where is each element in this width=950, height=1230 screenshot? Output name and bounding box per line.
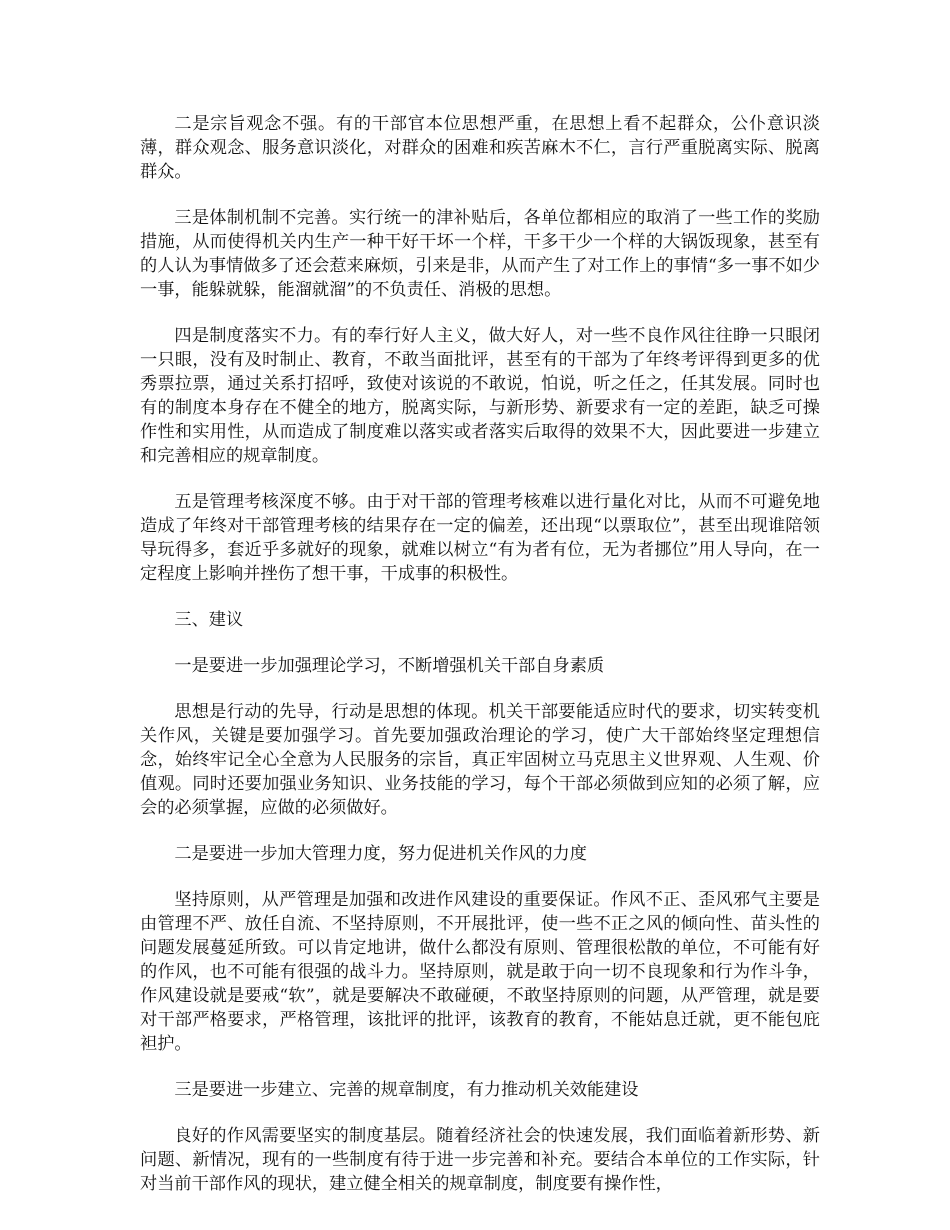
paragraph-theory-study: 思想是行动的先导，行动是思想的体现。机关干部要能适应时代的要求，切实转变机关作风，关键是要加强学习。首先要加强政治理论的学习，使广大干部始终坚定理想信念，始终牢记全心全意为人民服务的宗旨，真正牢固树立马克思主义世界观、人生观、价值观。同时还要加强业务知识、业务技能的学习，每个干部必须做到应知的必须了解，应会的必须掌握，应做的必须做好。 <box>140 702 820 818</box>
subheading-rules-regulations: 三是要进一步建立、完善的规章制度，有力推动机关效能建设 <box>174 1080 639 1100</box>
paragraph-system-mechanism: 三是体制机制不完善。实行统一的津补贴后，各单位都相应的取消了一些工作的奖励措施，从而使得机关内生产一种干好干坏一个样，干多干少一个样的大锅饭现象，甚至有的人认为事情做多了还会惹来麻烦，引来是非，从而产生了对工作上的事情“多一事不如少一事，能躲就躲，能溜就溜”的不负责任、消极的思想。 <box>140 208 820 300</box>
paragraph-purpose-concept: 二是宗旨观念不强。有的干部官本位思想严重，在思想上看不起群众，公仆意识淡薄，群众观念、服务意识淡化，对群众的困难和疾苦麻木不仁，言行严重脱离实际、脱离群众。 <box>140 114 820 182</box>
paragraph-management-strength: 坚持原则，从严管理是加强和改进作风建设的重要保证。作风不正、歪风邪气主要是由管理不严、放任自流、不坚持原则，不开展批评，使一些不正之风的倾向性、苗头性的问题发展蔓延所致。可以肯定地讲，做什么都没有原则、管理很松散的单位，不可能有好的作风，也不可能有很强的战斗力。坚持原则，就是敢于向一切不良现象和行为作斗争，作风建设就是要戒“软”，就是要解决不敢碰硬，不敢坚持原则的问题，从严管理，就是要对干部严格要求，严格管理，该批评的批评，该教育的教育，不能姑息迁就，更不能包庇袒护。 <box>140 890 820 1054</box>
document-page <box>140 112 820 1218</box>
paragraph-management-assessment: 五是管理考核深度不够。由于对干部的管理考核难以进行量化对比，从而不可避免地造成了年终对干部管理考核的结果存在一定的偏差，还出现“以票取位”，甚至出现谁陪领导玩得多，套近乎多就好的现象，就难以树立“有为者有位，无为者挪位”用人导向，在一定程度上影响并挫伤了想干事，干成事的积极性。 <box>140 492 820 584</box>
subheading-theory-study: 一是要进一步加强理论学习，不断增强机关干部自身素质 <box>174 656 605 676</box>
paragraph-system-implementation: 四是制度落实不力。有的奉行好人主义，做大好人，对一些不良作风往往睁一只眼闭一只眼，没有及时制止、教育，不敢当面批评，甚至有的干部为了年终考评得到更多的优秀票拉票，通过关系打招呼，致使对该说的不敢说，怕说，听之任之，任其发展。同时也有的制度本身存在不健全的地方，脱离实际，与新形势、新要求有一定的差距，缺乏可操作性和实用性，从而造成了制度难以落实或者落实后取得的效果不大，因此要进一步建立和完善相应的规章制度。 <box>140 326 820 466</box>
section-heading-suggestions: 三、建议 <box>174 610 244 630</box>
subheading-management-strength: 二是要进一步加大管理力度，努力促进机关作风的力度 <box>174 844 587 864</box>
paragraph-rules-regulations: 良好的作风需要坚实的制度基层。随着经济社会的快速发展，我们面临着新形势、新问题、新情况，现有的一些制度有待于进一步完善和补充。要结合本单位的工作实际，针对当前干部作风的现状，建立健全相关的规章制度，制度要有操作性， <box>140 1126 820 1194</box>
